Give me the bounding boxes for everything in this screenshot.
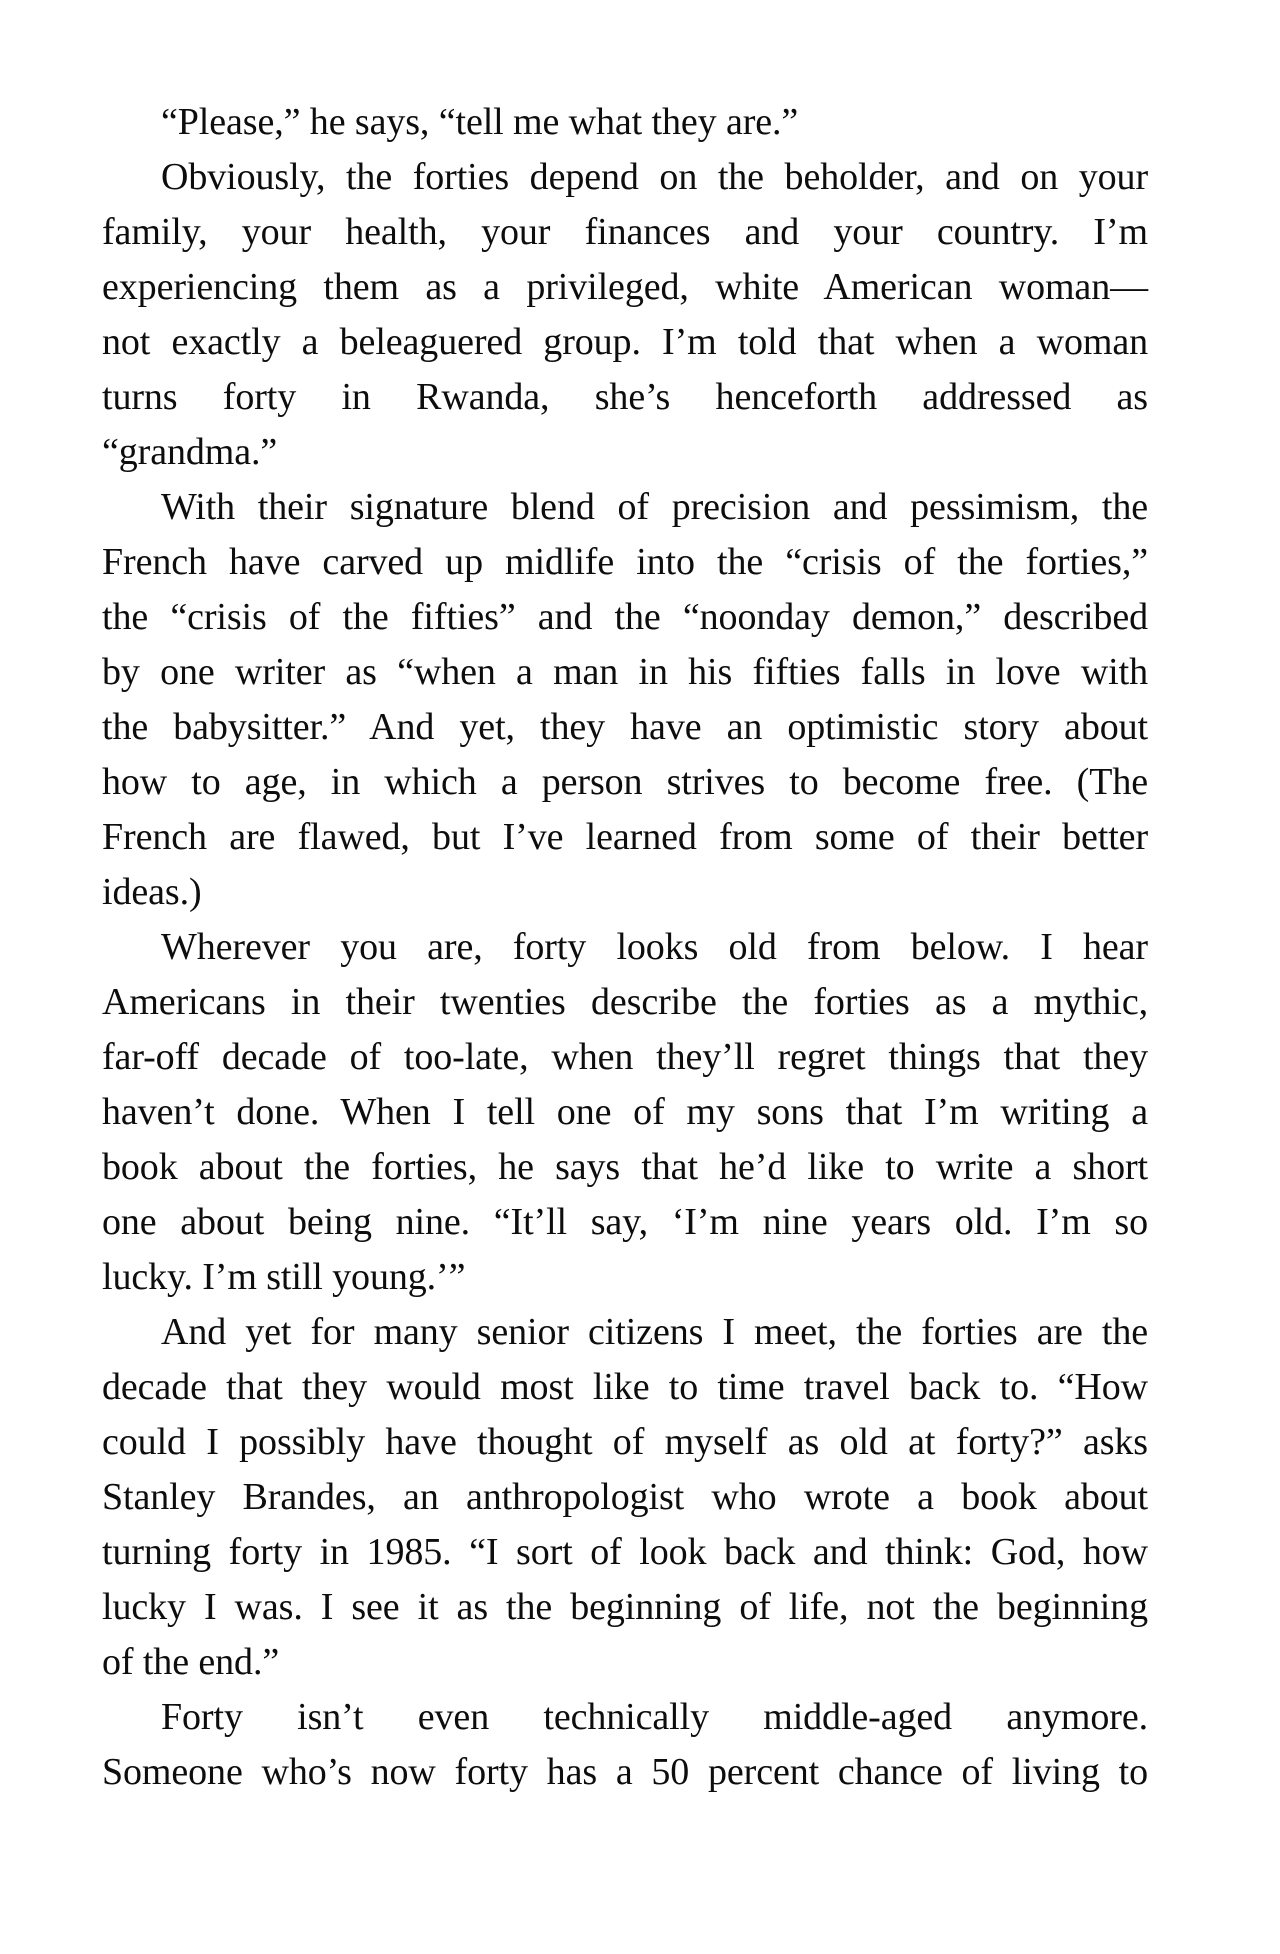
text-line: decade that they would most like to time travel back to. “How [102, 1366, 1148, 1408]
text-line: by one writer as “when a man in his fifties falls in love with [102, 651, 1148, 693]
text-line: Stanley Brandes, an anthropologist who wrote a book about [102, 1476, 1148, 1518]
paragraph [102, 1305, 1148, 1690]
text-line: ideas.) [102, 871, 202, 913]
text-line: experiencing them as a privileged, white American woman— [102, 266, 1148, 308]
text-line: not exactly a beleaguered group. I’m told that when a woman [102, 321, 1148, 363]
text-line: Wherever you are, forty looks old from below. I hear [161, 926, 1148, 968]
text-line: lucky I was. I see it as the beginning of life, not the beginning [102, 1586, 1148, 1628]
text-line: how to age, in which a person strives to become free. (The [102, 761, 1148, 803]
text-line: French are flawed, but I’ve learned from some of their better [102, 816, 1148, 858]
text-line: Forty isn’t even technically middle-aged anymore. [161, 1696, 1148, 1738]
text-line: “grandma.” [102, 431, 278, 473]
text-line: turns forty in Rwanda, she’s henceforth addressed as [102, 376, 1148, 418]
text-line: the babysitter.” And yet, they have an optimistic story about [102, 706, 1148, 748]
text-line: family, your health, your finances and your country. I’m [102, 211, 1148, 253]
text-line: And yet for many senior citizens I meet, the forties are the [161, 1311, 1148, 1353]
paragraph [102, 95, 1148, 150]
text-line: Obviously, the forties depend on the beholder, and on your [161, 156, 1148, 198]
text-line: French have carved up midlife into the “crisis of the forties,” [102, 541, 1148, 583]
text-line: Americans in their twenties describe the forties as a mythic, [102, 981, 1148, 1023]
text-line: “Please,” he says, “tell me what they are.” [161, 101, 799, 143]
paragraph [102, 480, 1148, 920]
text-line: one about being nine. “It’ll say, ‘I’m nine years old. I’m so [102, 1201, 1148, 1243]
book-text-column [102, 95, 1148, 1800]
text-line: the “crisis of the fifties” and the “noonday demon,” described [102, 596, 1148, 638]
text-line: With their signature blend of precision and pessimism, the [161, 486, 1148, 528]
paragraph [102, 920, 1148, 1305]
text-line: lucky. I’m still young.’” [102, 1256, 466, 1298]
text-line: of the end.” [102, 1641, 280, 1683]
text-line: far-off decade of too-late, when they’ll regret things that they [102, 1036, 1148, 1078]
text-line: haven’t done. When I tell one of my sons that I’m writing a [102, 1091, 1148, 1133]
text-line: Someone who’s now forty has a 50 percent chance of living to [102, 1751, 1148, 1793]
text-line: turning forty in 1985. “I sort of look back and think: God, how [102, 1531, 1148, 1573]
paragraph [102, 150, 1148, 480]
paragraph [102, 1690, 1148, 1800]
text-line: book about the forties, he says that he’d like to write a short [102, 1146, 1148, 1188]
text-line: could I possibly have thought of myself as old at forty?” asks [102, 1421, 1148, 1463]
